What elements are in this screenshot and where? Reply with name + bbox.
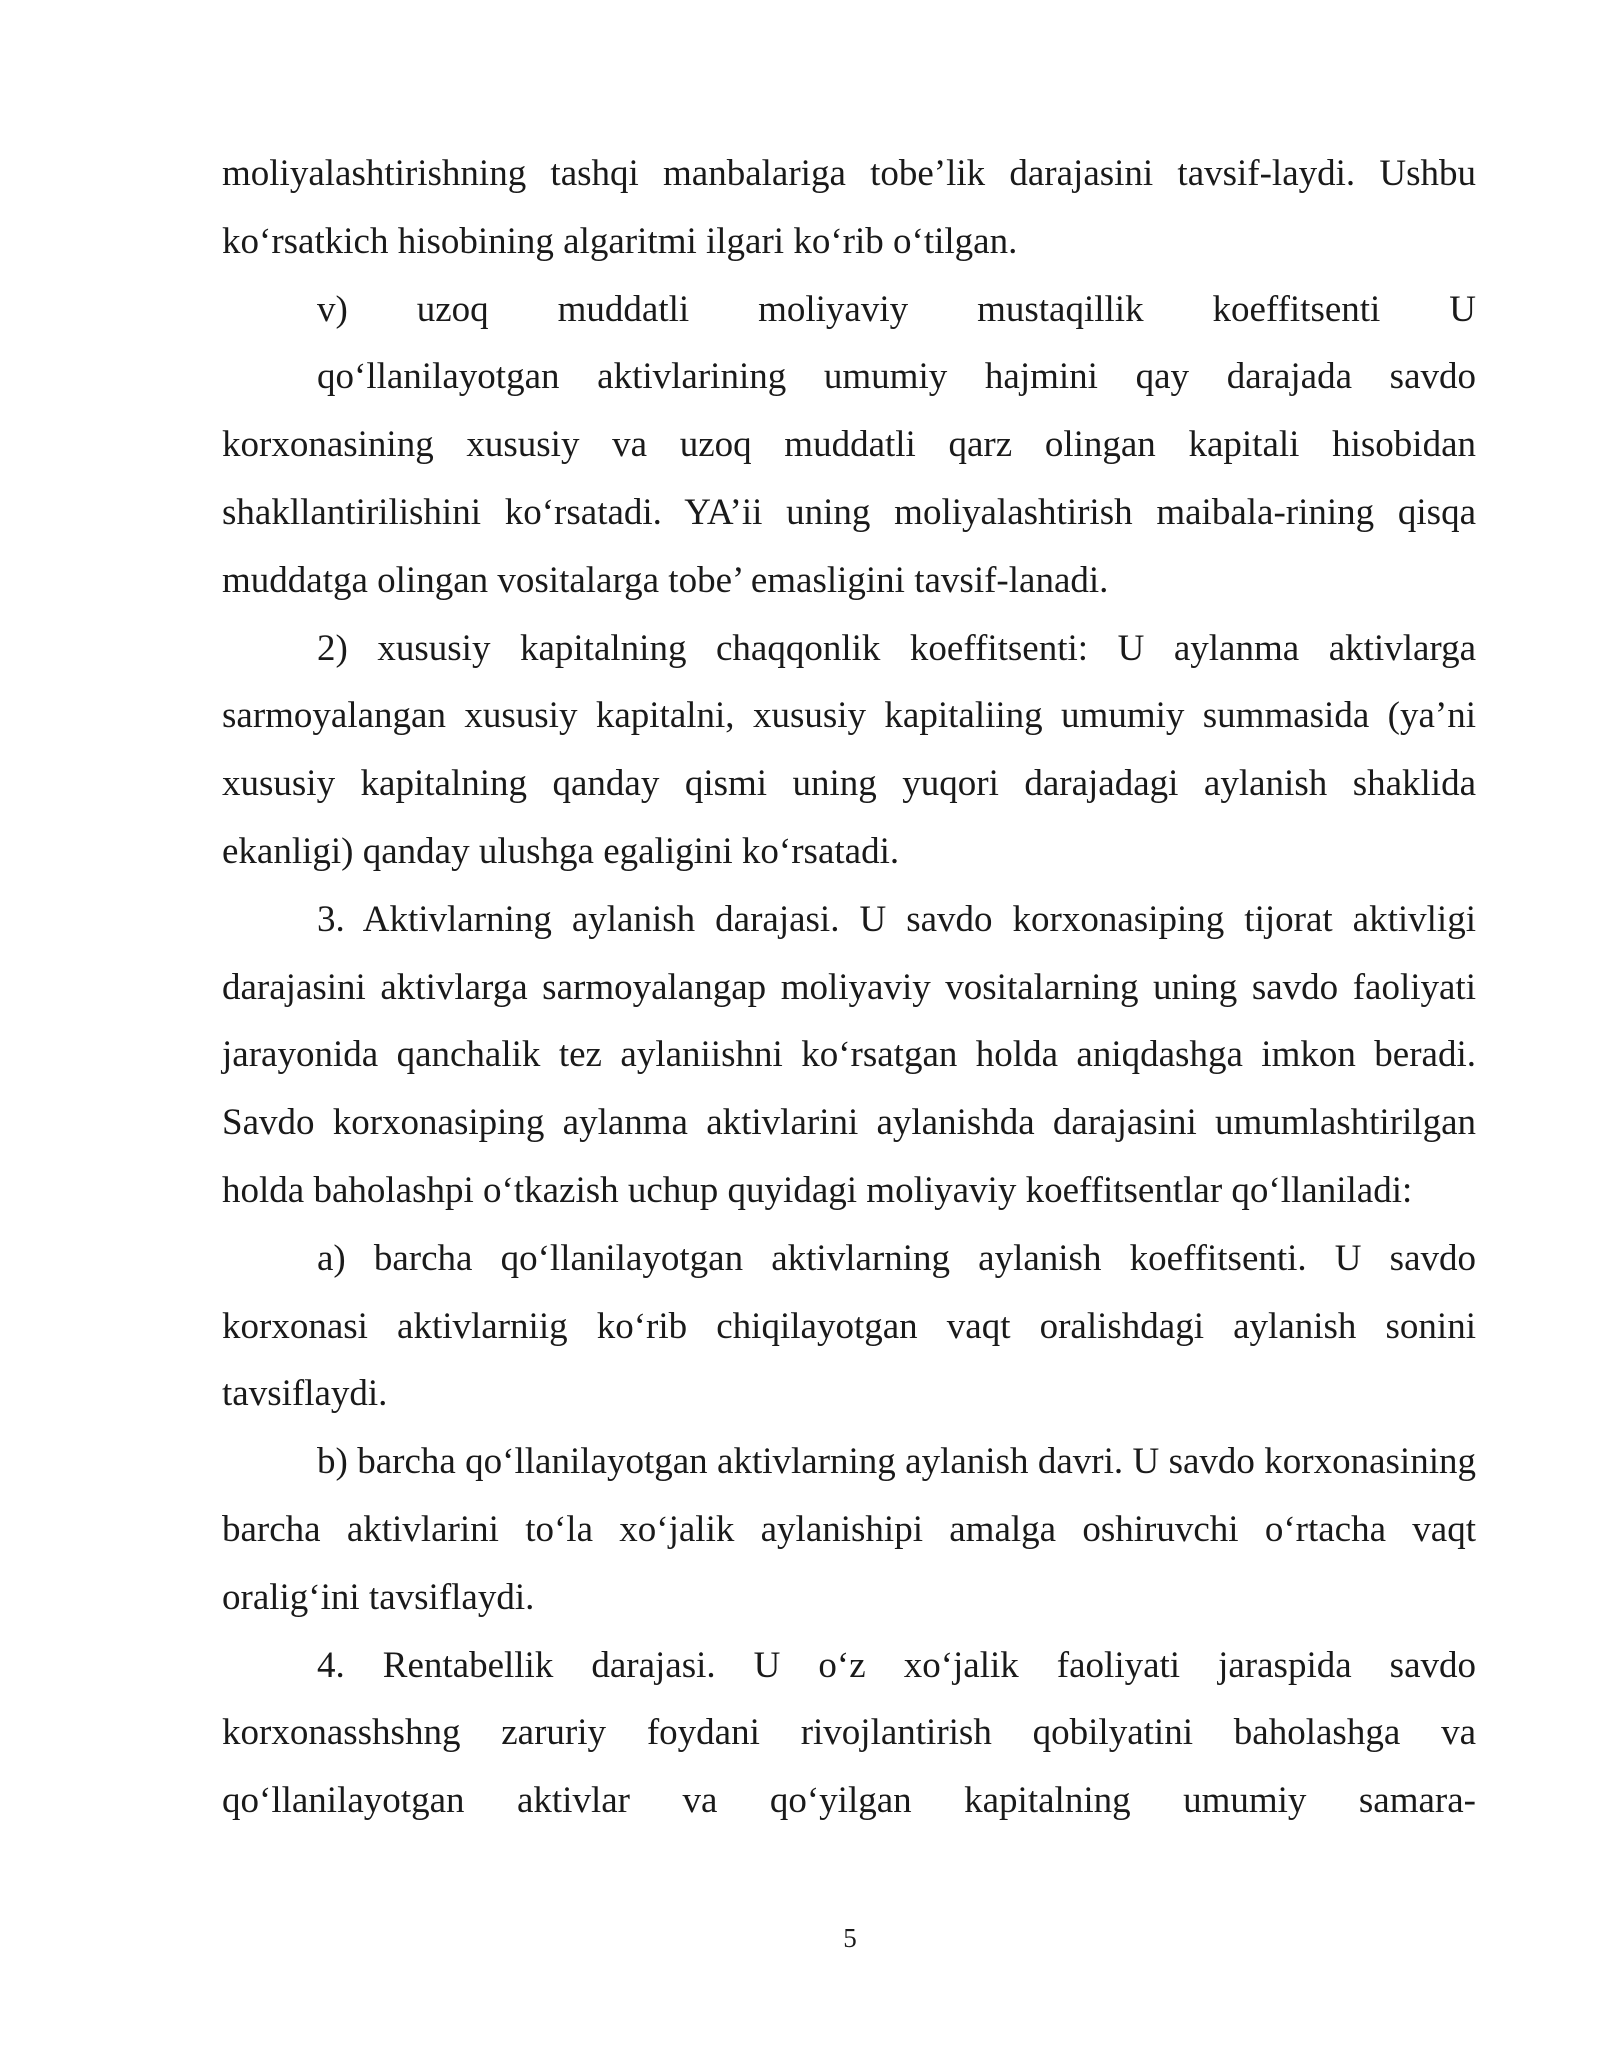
paragraph-continuation: moliyalashtirishning tashqi manbalariga tobe’lik darajasini tavsif-laydi. Ushbu ko‘rsatkich hisobining algaritmi ilgari ko‘rib o‘tilgan. <box>222 153 1476 262</box>
paragraph-item-v-description: qo‘llanilayotgan aktivlarining umumiy hajmini qay darajada savdo korxonasining xususiy va uzoq muddatli qarz olingan kapitali hisobidan shakllantirilishini ko‘rsatadi. YA’ii uning moliyalashtirish maibala-rining qisqa muddatga olingan vositalarga tobe’ emasligini tavsif-lanadi. <box>222 356 1476 601</box>
page-number: 5 <box>843 1923 857 1953</box>
paragraph-item-4: 4. Rentabellik darajasi. U o‘z xo‘jalik faoliyati jaraspida savdo korxonasshshng zaruriy foydani rivojlantirish qobilyatini baholashga va qo‘llanilayotgan aktivlar va qo‘yilgan kapitalning umumiy samara- <box>222 1644 1476 1822</box>
paragraph-item-3: 3. Aktivlarning aylanish darajasi. U savdo korxonasiping tijorat aktivligi darajasini aktivlarga sarmoyalangap moliyaviy vositalarning uning savdo faoliyati jarayonida qanchalik tez aylaniishni ko‘rsatgan holda aniqdashga imkon beradi. Savdo korxonasiping aylanma aktivlarini aylanishda darajasini umumlashtirilgan holda baholashpi o‘tkazish uchup quyidagi moliyaviy koeffitsentlar qo‘llaniladi: <box>222 898 1476 1211</box>
document-page <box>222 140 1476 1835</box>
paragraph-item-a: a) barcha qo‘llanilayotgan aktivlarning aylanish koeffitsenti. U savdo korxonasi aktivlarniig ko‘rib chiqilayotgan vaqt oralishdagi aylanish sonini tavsiflaydi. <box>222 1237 1476 1415</box>
paragraph-item-b: b) barcha qo‘llanilayotgan aktivlarning aylanish davri. U savdo korxonasining barcha aktivlarini to‘la xo‘jalik aylanishipi amalga oshiruvchi o‘rtacha vaqt oralig‘ini tavsiflaydi. <box>222 1441 1476 1618</box>
paragraph-item-v: v) uzoq muddatli moliyaviy mustaqillik koeffitsenti U <box>317 288 1476 330</box>
paragraph-item-2: 2) xususiy kapitalning chaqqonlik koeffitsenti: U aylanma aktivlarga sarmoyalangan xususiy kapitalni, xususiy kapitaliing umumiy summasida (ya’ni xususiy kapitalning qanday qismi uning yuqori darajadagi aylanish shaklida ekanligi) qanday ulushga egaligini ko‘rsatadi. <box>222 627 1476 872</box>
